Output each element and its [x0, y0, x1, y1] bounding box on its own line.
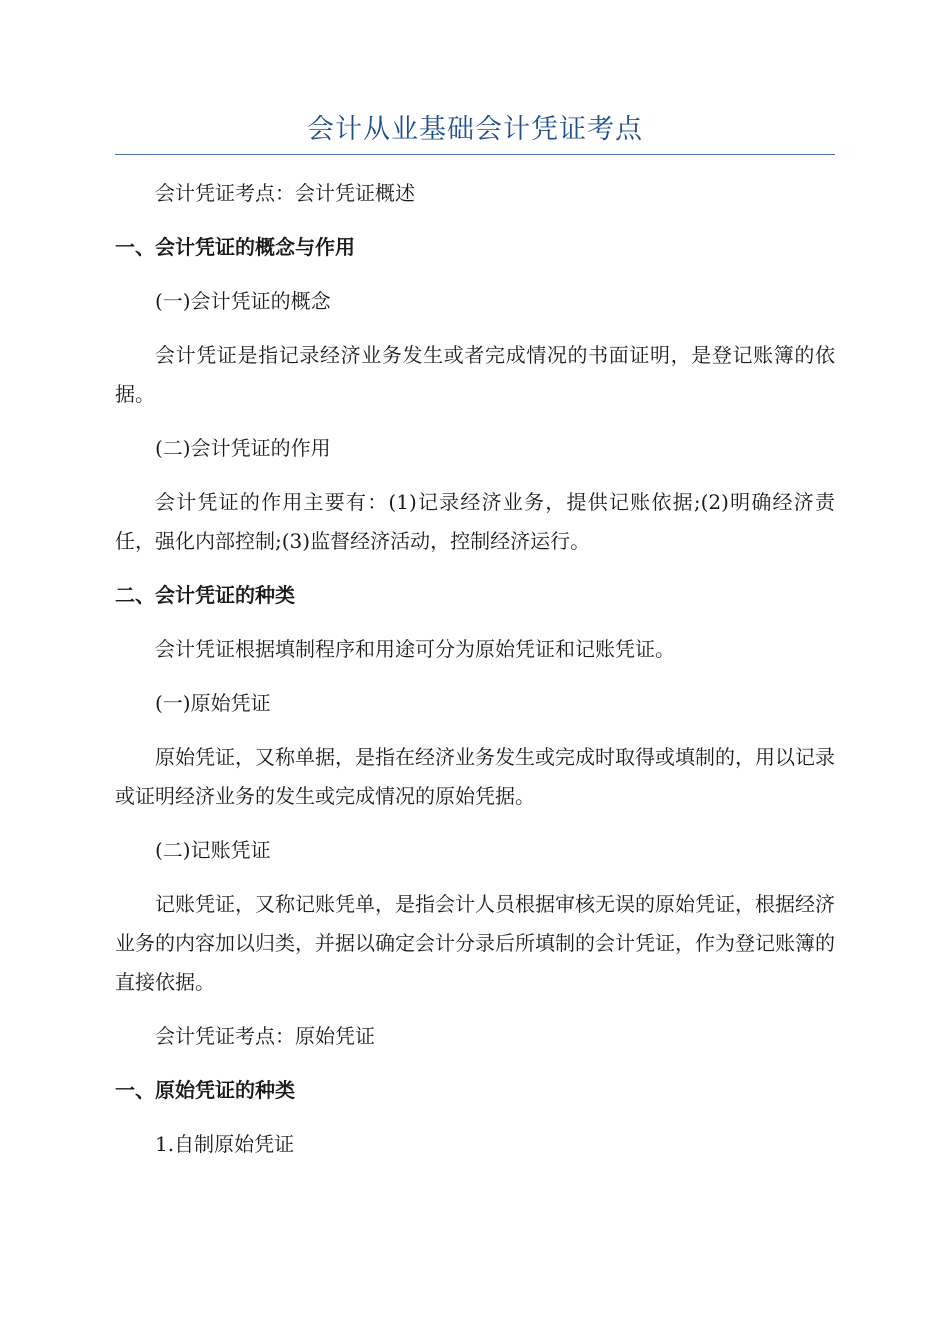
section-intro-2: 会计凭证考点：原始凭证 [155, 1024, 375, 1048]
heading-1: 一、会计凭证的概念与作用 [115, 235, 355, 259]
paragraph-original: 原始凭证，又称单据，是指在经济业务发生或完成时取得或填制的，用以记录或证明经济业务的发生或完成情况的原始凭据。 [115, 745, 835, 808]
subheading-function: (二)会计凭证的作用 [155, 436, 331, 460]
paragraph-concept: 会计凭证是指记录经济业务发生或者完成情况的书面证明，是登记账簿的依据。 [115, 343, 835, 406]
title-underline [115, 154, 835, 155]
section-intro-1: 会计凭证考点：会计凭证概述 [155, 181, 415, 205]
subheading-concept: (一)会计凭证的概念 [155, 289, 331, 313]
document-title: 会计从业基础会计凭证考点 [307, 114, 643, 145]
paragraph-bookkeeping: 记账凭证，又称记账凭单，是指会计人员根据审核无误的原始凭证，根据经济业务的内容加以归类，并据以确定会计分录后所填制的会计凭证，作为登记账簿的直接依据。 [115, 892, 835, 994]
paragraph-types: 会计凭证根据填制程序和用途可分为原始凭证和记账凭证。 [155, 637, 675, 661]
heading-3: 一、原始凭证的种类 [115, 1078, 295, 1102]
paragraph-function: 会计凭证的作用主要有：(1)记录经济业务，提供记账依据;(2)明确经济责任，强化内部控制;(3)监督经济活动，控制经济运行。 [115, 490, 835, 553]
document-body [115, 174, 835, 1179]
subheading-bookkeeping: (二)记账凭证 [155, 838, 271, 862]
heading-2: 二、会计凭证的种类 [115, 583, 295, 607]
subheading-original: (一)原始凭证 [155, 691, 271, 715]
list-item-self-made: 1.自制原始凭证 [155, 1132, 295, 1156]
